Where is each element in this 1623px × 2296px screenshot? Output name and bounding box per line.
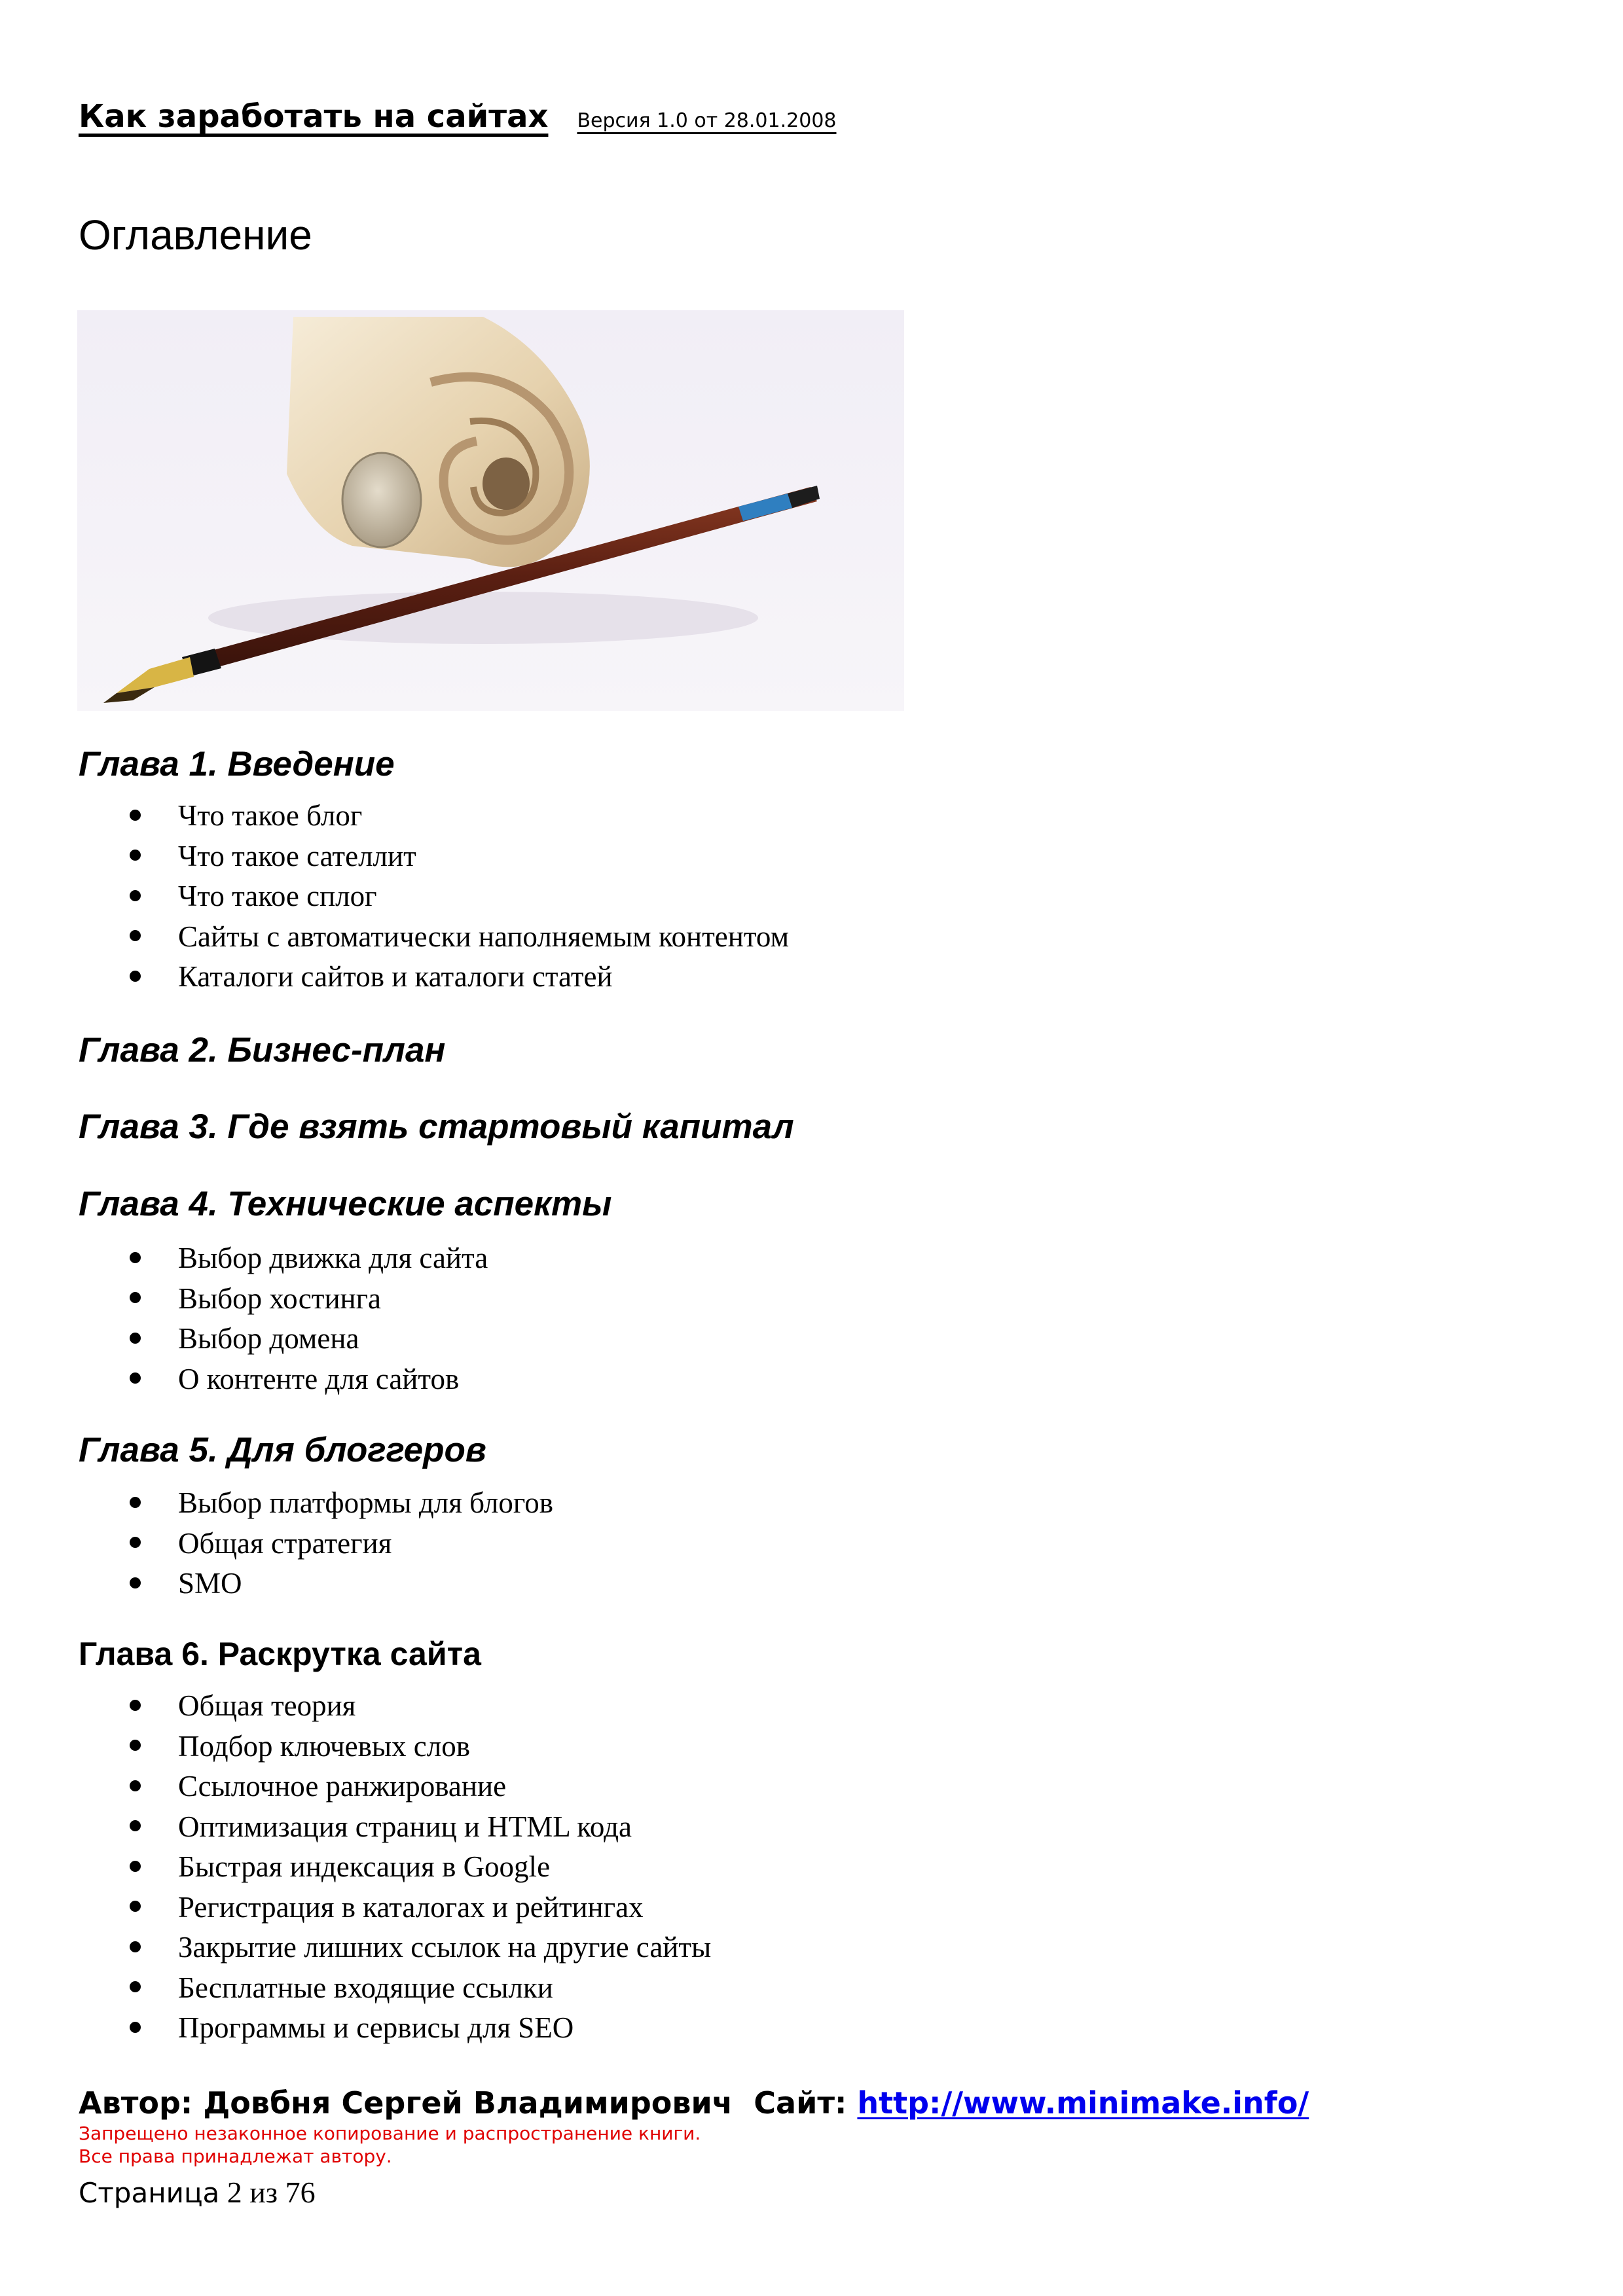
bullet-icon <box>130 1861 141 1872</box>
list-item: Что такое сплог <box>130 876 789 917</box>
chapter-2-title: Глава 2. Бизнес-план <box>79 1031 446 1069</box>
bullet-icon <box>130 1537 141 1548</box>
list-item: Быстрая индексация в Google <box>130 1847 711 1888</box>
bullet-icon <box>130 1577 141 1588</box>
bullet-icon <box>130 930 141 941</box>
list-item: О контенте для сайтов <box>130 1359 488 1400</box>
bullet-icon <box>130 2022 141 2033</box>
bullet-icon <box>130 1700 141 1711</box>
list-item: Выбор движка для сайта <box>130 1238 488 1279</box>
bullet-icon <box>130 1372 141 1384</box>
bullet-icon <box>130 1820 141 1831</box>
bullet-icon <box>130 1333 141 1344</box>
bullet-icon <box>130 971 141 982</box>
chapter-5-title: Глава 5. Для блоггеров <box>79 1431 486 1469</box>
list-item: Выбор платформы для блогов <box>130 1483 553 1524</box>
bullet-icon <box>130 1780 141 1791</box>
list-item: Закрытие лишних ссылок на другие сайты <box>130 1928 711 1968</box>
bullet-icon <box>130 1292 141 1303</box>
list-item: Оптимизация страниц и HTML кода <box>130 1807 711 1848</box>
author-label: Автор: <box>79 2085 193 2121</box>
chapter-4-title: Глава 4. Технические аспекты <box>79 1185 612 1223</box>
author-line <box>79 2085 1309 2121</box>
chapter-1-sections <box>130 796 789 997</box>
list-item: Бесплатные входящие ссылки <box>130 1968 711 2009</box>
scroll-and-brush-image <box>77 310 904 711</box>
bullet-icon <box>130 1981 141 1992</box>
list-item: Общая теория <box>130 1686 711 1727</box>
bullet-icon <box>130 1941 141 1952</box>
chapter-1-title: Глава 1. Введение <box>79 745 395 783</box>
copyright-notice: Запрещено незаконное копирование и распространение книги. <box>79 2123 701 2144</box>
author-name: Довбня Сергей Владимирович <box>203 2085 733 2121</box>
bullet-icon <box>130 1901 141 1912</box>
bullet-icon <box>130 1497 141 1508</box>
list-item: Выбор домена <box>130 1319 488 1359</box>
list-item: Выбор хостинга <box>130 1279 488 1319</box>
list-item: Ссылочное ранжирование <box>130 1767 711 1807</box>
bullet-icon <box>130 1740 141 1751</box>
document-header <box>79 98 837 135</box>
chapter-3-title: Глава 3. Где взять стартовый капитал <box>79 1107 794 1146</box>
list-item: Каталоги сайтов и каталоги статей <box>130 957 789 997</box>
list-item: SMO <box>130 1564 553 1604</box>
page-label: Страница <box>79 2177 220 2209</box>
chapter-5-sections <box>130 1483 553 1604</box>
list-item: Программы и сервисы для SEO <box>130 2008 711 2049</box>
list-item: Регистрация в каталогах и рейтингах <box>130 1888 711 1928</box>
list-item: Что такое блог <box>130 796 789 836</box>
toc-heading: Оглавление <box>79 211 312 259</box>
list-item: Подбор ключевых слов <box>130 1727 711 1767</box>
list-item: Что такое сателлит <box>130 836 789 877</box>
bullet-icon <box>130 1252 141 1263</box>
chapter-6-sections <box>130 1686 711 2049</box>
bullet-icon <box>130 810 141 821</box>
rights-notice: Все права принадлежат автору. <box>79 2145 392 2167</box>
page-of: из <box>249 2176 278 2209</box>
list-item: Сайты с автоматически наполняемым контентом <box>130 917 789 958</box>
list-item: Общая стратегия <box>130 1524 553 1564</box>
chapter-6-title: Глава 6. Раскрутка сайта <box>79 1636 481 1672</box>
site-link[interactable]: http://www.minimake.info/ <box>857 2085 1309 2121</box>
version-info: Версия 1.0 от 28.01.2008 <box>577 109 837 132</box>
page-number <box>79 2175 316 2210</box>
bullet-icon <box>130 890 141 901</box>
bullet-icon <box>130 850 141 861</box>
page-total: 76 <box>285 2176 316 2209</box>
site-label: Сайт: <box>754 2085 847 2121</box>
book-title: Как заработать на сайтах <box>79 98 549 135</box>
page-current: 2 <box>227 2176 242 2209</box>
chapter-4-sections <box>130 1238 488 1399</box>
